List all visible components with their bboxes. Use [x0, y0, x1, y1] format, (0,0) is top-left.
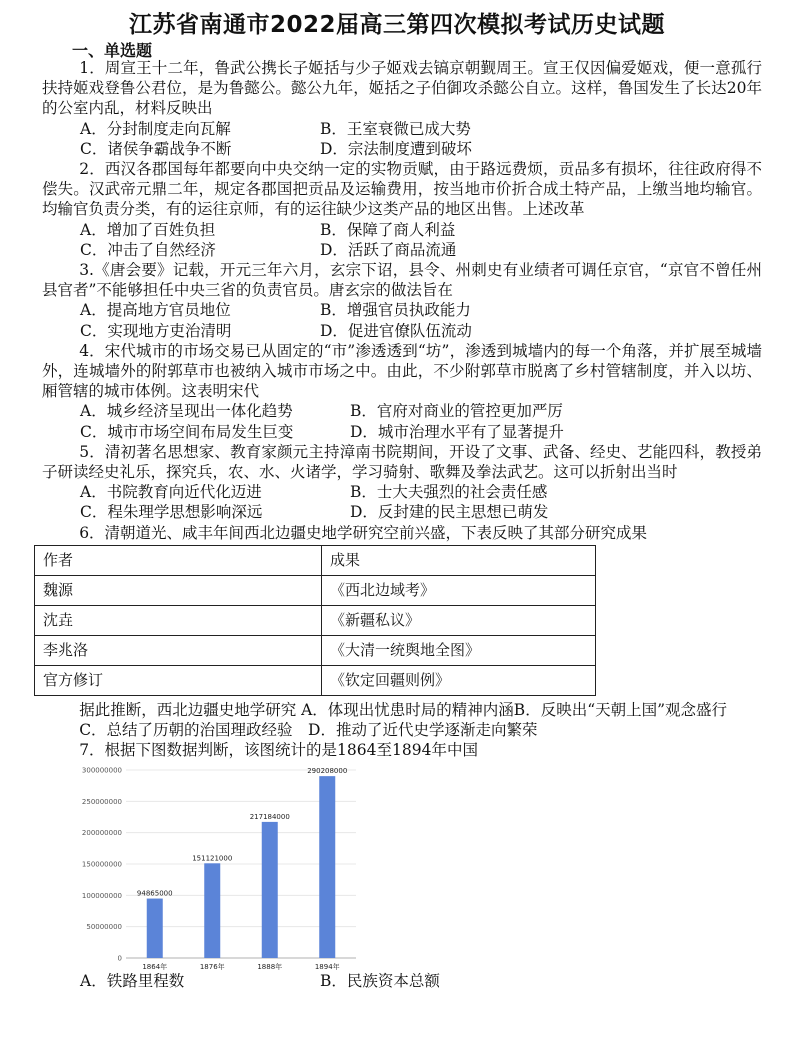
data-label: 151121000: [192, 854, 233, 863]
x-tick-label: 1876年: [199, 963, 225, 972]
question-1-stem: 1．周宣王十二年，鲁武公携长子姬括与少子姬戏去镐京朝觐周王。宣王仅因偏爱姬戏，便一意孤行扶持姬戏登鲁公君位，是为鲁懿公。懿公九年，姬括之子伯御攻杀懿公自立。这样，鲁国发生了长达20年的公室内乱，材料反映出: [42, 59, 762, 118]
option-d[interactable]: D．活跃了商品流通: [320, 240, 457, 259]
option-b[interactable]: B．保障了商人利益: [320, 220, 456, 239]
option-d[interactable]: D．城市治理水平有了显著提升: [350, 422, 564, 441]
table-row: [35, 665, 596, 695]
bar-chart: [64, 762, 364, 977]
data-label: 217184000: [249, 813, 290, 822]
option-c[interactable]: C．实现地方吏治清明: [80, 321, 232, 340]
question-7-stem: 7．根据下图数据判断，该图统计的是1864至1894年中国: [79, 741, 478, 760]
option-b[interactable]: B．民族资本总额: [320, 972, 440, 991]
option-a[interactable]: A．书院教育向近代化迈进: [80, 483, 262, 502]
option-b[interactable]: B．王室衰微已成大势: [320, 119, 471, 138]
option-b[interactable]: B．士大夫强烈的社会责任感: [350, 483, 548, 502]
question-1-options: [42, 119, 762, 159]
page-title: 江苏省南通市2022届高三第四次模拟考试历史试题: [128, 12, 665, 38]
question-5-options: [42, 482, 762, 522]
section-heading: 一、单选题: [72, 41, 153, 60]
option-d[interactable]: D．反封建的民主思想已萌发: [350, 503, 549, 522]
table-header-cell: 成果: [322, 545, 596, 575]
question-6-stem: 6．清朝道光、咸丰年间西北边疆史地学研究空前兴盛，下表反映了其部分研究成果: [79, 523, 648, 542]
question-3-stem: 3.《唐会要》记载，开元三年六月，玄宗下诏，县令、州刺史有业绩者可调任京官，“京官不曾任州县官者”不能够担任中央三省的负责官员。唐玄宗的做法旨在: [42, 261, 762, 300]
option-c[interactable]: C．冲击了自然经济: [80, 240, 216, 259]
option-c[interactable]: C．城市市场空间布局发生巨变: [80, 422, 294, 441]
question-3-options: [42, 300, 762, 340]
question-6-options-line2: C．总结了历朝的治国理政经验 D．推动了近代史学逐渐走向繁荣: [79, 721, 538, 740]
y-tick-label: 250000000: [81, 798, 122, 807]
option-c[interactable]: C．诸侯争霸战争不断: [80, 139, 232, 158]
y-tick-label: 100000000: [81, 892, 122, 901]
data-label: 290208000: [307, 767, 348, 776]
y-tick-label: 150000000: [81, 860, 122, 869]
x-tick-label: 1888年: [257, 963, 283, 972]
y-tick-label: 200000000: [81, 829, 122, 838]
question-5-stem: 5．清初著名思想家、教育家颜元主持漳南书院期间，开设了文事、武备、经史、艺能四科，教授弟子研读经史礼乐，探究兵，农、水、火诸学，学习骑射、歌舞及拳法武艺。这可以折射出当时: [42, 442, 762, 482]
option-d[interactable]: D．宗法制度遭到破坏: [320, 139, 472, 158]
question-4-stem: 4．宋代城市的市场交易已从固定的“市”渗透透到“坊”，渗透到城墙内的每一个角落，并扩展至城墙外，连城墙外的附郭草市也被纳入城市市场之中。由此，不少附郭草市脱离了乡村管辖制度，并入以坊、厢管辖的城市体例。这表明宋代: [42, 341, 762, 401]
x-tick-label: 1894年: [314, 963, 340, 972]
option-a[interactable]: A．增加了百姓负担: [80, 220, 216, 239]
table-cell-work: 《大清一统舆地全图》: [322, 635, 596, 665]
option-b[interactable]: B．官府对商业的管控更加严厉: [350, 402, 563, 421]
table-cell-author: 魏源: [35, 575, 322, 605]
question-4-options: [42, 401, 762, 441]
bar-1864年: [147, 899, 163, 958]
question-2-options: [42, 220, 762, 260]
y-tick-label: 300000000: [81, 766, 122, 775]
bar-1876年: [204, 864, 220, 959]
table-header-cell: 作者: [35, 545, 322, 575]
data-label: 94865000: [136, 890, 173, 899]
option-a[interactable]: A．分封制度走向瓦解: [80, 119, 231, 138]
option-c[interactable]: C．程朱理学思想影响深远: [80, 503, 263, 522]
bar-chart-svg: [64, 762, 364, 977]
bar-1888年: [262, 822, 278, 958]
y-tick-label: 0: [117, 954, 122, 963]
table-cell-author: 李兆洛: [35, 635, 322, 665]
option-a[interactable]: A．铁路里程数: [80, 972, 185, 991]
option-d[interactable]: D．促进官僚队伍流动: [320, 321, 472, 340]
option-b[interactable]: B．增强官员执政能力: [320, 301, 471, 320]
table-cell-author: 沈垚: [35, 605, 322, 635]
question-2-stem: 2．西汉各郡国每年都要向中央交纳一定的实物贡赋，由于路远费烦，贡品多有损坏，往往政府得不偿失。汉武帝元鼎二年，规定各郡国把贡品及运输费用，按当地市价折合成土特产品，上缴当地均输官。均输官负责分类，有的运往京师，有的运往缺少这类产品的地区出售。上述改革: [42, 160, 762, 219]
question-6-options-line1: 据此推断，西北边疆史地学研究 A．体现出忧患时局的精神内涵B．反映出“天朝上国”观念盛行: [79, 700, 728, 719]
bar-1894年: [319, 777, 335, 959]
table-cell-author: 官方修订: [35, 665, 322, 695]
y-tick-label: 50000000: [86, 923, 122, 932]
table-row: [35, 575, 596, 605]
questions-body: [42, 58, 762, 992]
table-cell-work: 《西北边域考》: [322, 575, 596, 605]
table-row: [35, 605, 596, 635]
option-a[interactable]: A．城乡经济呈现出一体化趋势: [80, 402, 293, 421]
table-row: [35, 635, 596, 665]
research-table: [34, 545, 596, 696]
table-header-row: [35, 545, 596, 575]
x-tick-label: 1864年: [142, 963, 168, 972]
option-a[interactable]: A．提高地方官员地位: [80, 301, 231, 320]
table-cell-work: 《钦定回疆则例》: [322, 665, 596, 695]
table-cell-work: 《新疆私议》: [322, 605, 596, 635]
